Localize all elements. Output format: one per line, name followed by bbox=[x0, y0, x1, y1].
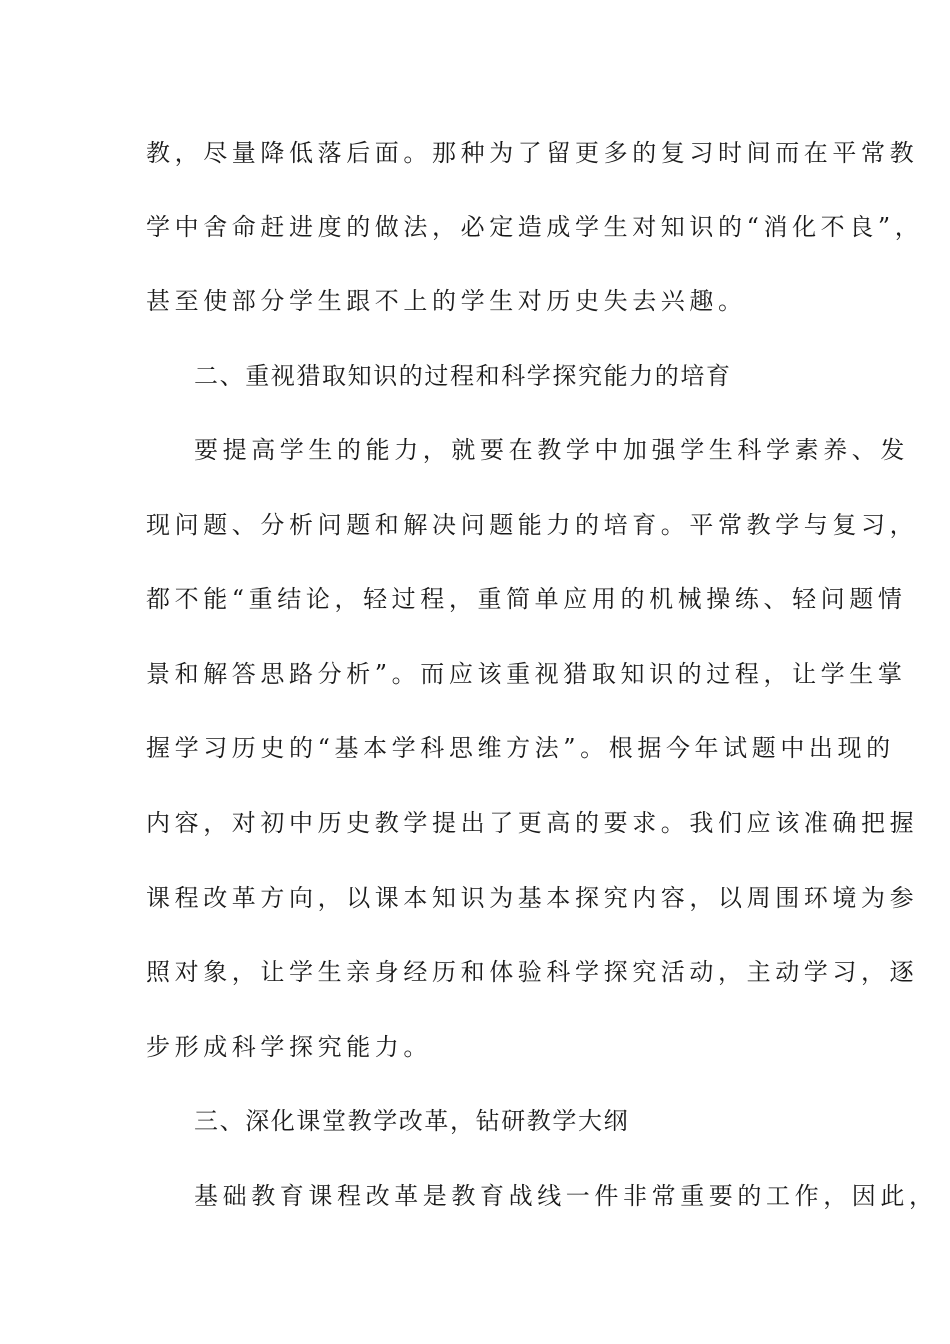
paragraph-line: 教，尽量降低落后面。那种为了留更多的复习时间而在平常教 bbox=[146, 139, 919, 167]
paragraph-line: 甚至使部分学生跟不上的学生对历史失去兴趣。 bbox=[146, 287, 747, 315]
section-heading: 三、深化课堂教学改革，钻研教学大纲 bbox=[194, 1107, 630, 1135]
paragraph-line: 要提高学生的能力，就要在教学中加强学生科学素养、发 bbox=[194, 436, 909, 464]
section-heading: 二、重视猎取知识的过程和科学探究能力的培育 bbox=[194, 362, 732, 390]
paragraph-line: 步形成科学探究能力。 bbox=[146, 1033, 432, 1061]
paragraph-line: 握学习历史的“基本学科思维方法”。根据今年试题中出现的 bbox=[146, 734, 895, 762]
paragraph-line: 基础教育课程改革是教育战线一件非常重要的工作，因此， bbox=[194, 1182, 938, 1210]
paragraph-line: 照对象，让学生亲身经历和体验科学探究活动，主动学习，逐 bbox=[146, 958, 919, 986]
paragraph-line: 现问题、分析问题和解决问题能力的培育。平常教学与复习， bbox=[146, 511, 919, 539]
paragraph-line: 学中舍命赶进度的做法，必定造成学生对知识的“消化不良”， bbox=[146, 213, 924, 241]
paragraph-line: 课程改革方向，以课本知识为基本探究内容，以周围环境为参 bbox=[146, 884, 919, 912]
paragraph-line: 都不能“重结论，轻过程，重简单应用的机械操练、轻问题情 bbox=[146, 585, 907, 613]
paragraph-line: 内容，对初中历史教学提出了更高的要求。我们应该准确把握 bbox=[146, 809, 919, 837]
paragraph-line: 景和解答思路分析”。而应该重视猎取知识的过程，让学生掌 bbox=[146, 660, 907, 688]
